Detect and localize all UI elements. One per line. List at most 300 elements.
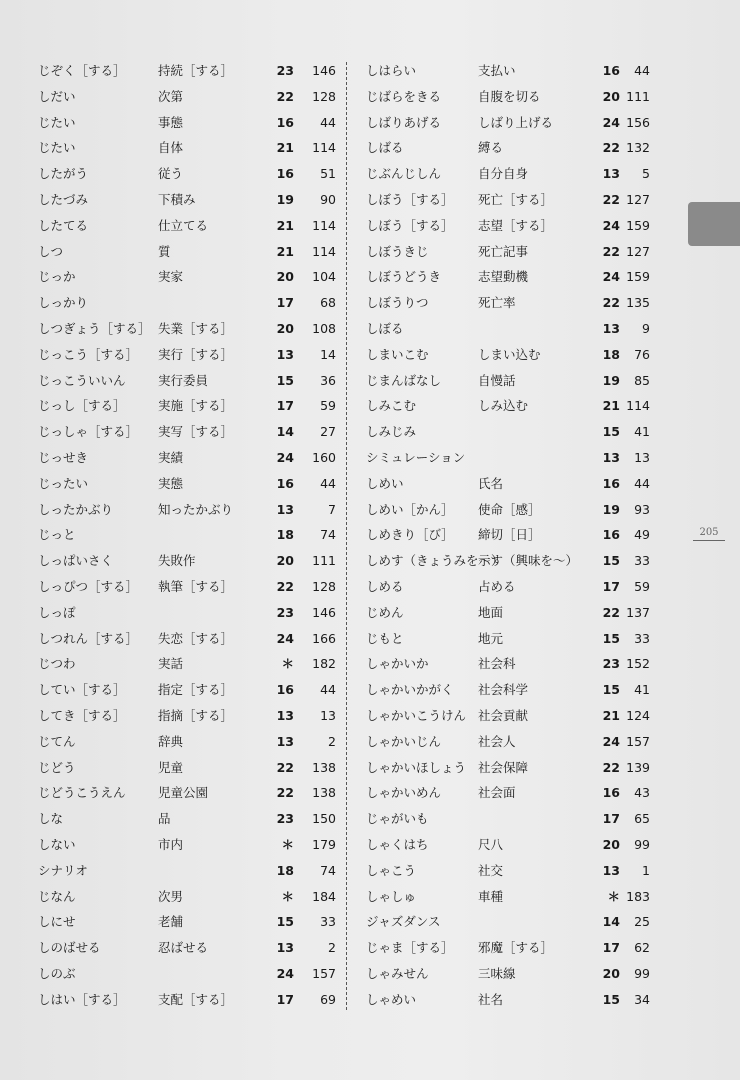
entry-kanji: 支配［する］ [158,991,234,1007]
entry-reading: じぞく［する］ [38,63,126,78]
entry-reading: してい［する］ [38,682,126,698]
index-column-right [366,58,651,1012]
entry-lesson-number: 16 [276,166,294,182]
entry-kanji: 失恋［する］ [158,630,234,646]
entry-lesson-number: 24 [602,217,620,233]
entry-kanji: 社名 [478,991,504,1007]
entry-lesson-number: 13 [276,733,294,749]
entry-kanji: 社会面 [478,785,516,801]
entry-lesson-number: 14 [276,424,294,440]
entry-lesson-number: 13 [602,449,620,465]
entry-reading: じなん [38,888,76,904]
index-entry [38,58,338,84]
entry-kanji: 実話 [158,656,184,672]
entry-kanji: 車種 [478,888,504,904]
entry-reading: しみこむ [366,398,417,414]
entry-reading: じゃがいも [366,811,429,827]
entry-lesson-number: 22 [276,785,294,801]
entry-kanji: しばり上げる [478,114,554,130]
entry-reading: ジャズダンス [366,914,441,930]
entry-kanji: 三味線 [478,965,516,981]
entry-page-number: 124 [626,707,650,723]
entry-reading: じもと [366,630,404,646]
entry-page-number: 159 [626,269,650,285]
index-entry [366,393,651,419]
entry-page-number: 111 [312,553,336,569]
entry-page-number: 25 [634,914,650,930]
index-entry [38,858,338,884]
entry-page-number: 152 [626,656,650,672]
entry-page-number: 99 [634,836,650,852]
index-entry [38,84,338,110]
entry-page-number: 127 [626,191,650,207]
entry-page-number: 13 [320,707,336,723]
entry-kanji: 支払い [478,63,516,78]
entry-page-number: 160 [312,449,336,465]
entry-lesson-number: 21 [276,217,294,233]
index-entry [38,110,338,136]
column-divider [346,62,347,1010]
entry-lesson-number: 20 [602,88,620,104]
entry-lesson-number: 21 [276,243,294,259]
entry-reading: しゃこう [366,862,417,878]
entry-reading: じっこういいん [38,372,126,388]
index-entry [38,548,338,574]
entry-reading: しったかぶり [38,501,114,517]
entry-reading: しつ [38,243,64,259]
entry-reading: しぼうきじ [366,243,429,259]
entry-reading: しばる [366,140,404,156]
entry-reading: しつぎょう［する］ [38,320,151,336]
entry-reading: じぶんじしん [366,166,442,182]
entry-reading: じどうこうえん [38,785,126,801]
entry-lesson-number: ＊ [281,656,294,672]
index-entry [38,703,338,729]
entry-reading: じつわ [38,656,76,672]
entry-lesson-number: 19 [602,501,620,517]
entry-reading: じゃま［する］ [366,940,454,956]
entry-reading: しだい [38,88,76,104]
entry-kanji: 事態 [158,114,184,130]
entry-page-number: 76 [634,346,650,362]
entry-kanji: しまい込む [478,346,541,362]
entry-kanji: 実写［する］ [158,424,234,440]
index-entry [366,729,651,755]
index-entry [366,84,651,110]
entry-lesson-number: 24 [602,114,620,130]
entry-reading: しゃみせん [366,965,429,981]
index-entry [366,806,651,832]
entry-kanji: 実家 [158,269,184,285]
entry-lesson-number: 16 [602,785,620,801]
entry-page-number: 2 [328,733,336,749]
entry-reading: しゃかいこうけん [366,707,467,723]
entry-page-number: 33 [634,553,650,569]
entry-lesson-number: 21 [602,398,620,414]
entry-lesson-number: 16 [276,682,294,698]
entry-lesson-number: 13 [602,320,620,336]
entry-reading: しぼうりつ [366,295,429,311]
entry-lesson-number: 16 [602,527,620,543]
entry-kanji: 社会科 [478,656,516,672]
entry-lesson-number: 22 [276,578,294,594]
index-entry [38,316,338,342]
entry-kanji: 自腹を切る [478,88,541,104]
entry-page-number: 68 [320,295,336,311]
entry-page-number: 5 [642,166,650,182]
entry-lesson-number: 22 [602,191,620,207]
index-entry [38,368,338,394]
entry-kanji: 社会科学 [478,682,529,698]
entry-kanji: 自体 [158,140,184,156]
entry-lesson-number: 22 [276,759,294,775]
entry-lesson-number: 13 [276,346,294,362]
entry-kanji: 尺八 [478,836,504,852]
entry-reading: しぼる [366,320,404,336]
entry-lesson-number: 15 [602,553,620,569]
entry-lesson-number: 20 [276,320,294,336]
entry-lesson-number: 24 [276,449,294,465]
entry-page-number: 138 [312,785,336,801]
entry-page-number: 146 [312,604,336,620]
entry-kanji: 執筆［する］ [158,578,234,594]
index-entry [38,626,338,652]
entry-reading: しぼう［する］ [366,217,454,233]
entry-reading: じたい [38,114,76,130]
entry-lesson-number: 22 [276,88,294,104]
index-entry [366,290,651,316]
entry-reading: じてん [38,733,76,749]
entry-reading: シナリオ [38,862,88,878]
index-entry [38,290,338,316]
entry-reading: しめる [366,578,404,594]
entry-reading: しゃかいめん [366,785,442,801]
entry-page-number: 114 [312,243,336,259]
entry-page-number: 156 [626,114,650,130]
index-entry [366,522,651,548]
entry-lesson-number: 20 [276,269,294,285]
entry-page-number: 90 [320,191,336,207]
index-entry [366,58,651,84]
index-entry [366,135,651,161]
entry-reading: しはい［する］ [38,991,126,1007]
entry-reading: しぼうどうき [366,269,442,285]
entry-page-number: 93 [634,501,650,517]
entry-lesson-number: 15 [276,914,294,930]
entry-reading: しにせ [38,914,76,930]
index-entry [38,909,338,935]
entry-page-number: 41 [634,424,650,440]
entry-lesson-number: 22 [602,243,620,259]
entry-reading: じっと [38,527,76,543]
index-entry [366,987,651,1013]
entry-page-number: 182 [312,656,336,672]
entry-reading: したづみ [38,191,89,207]
entry-lesson-number: 14 [602,914,620,930]
entry-lesson-number: 22 [602,604,620,620]
index-entry [38,264,338,290]
index-entry [366,161,651,187]
entry-lesson-number: 22 [602,295,620,311]
entry-page-number: 183 [626,888,650,904]
entry-lesson-number: 16 [602,475,620,491]
index-entry [38,832,338,858]
entry-reading: しめい [366,475,404,491]
index-entry [366,239,651,265]
entry-reading: じっこう［する］ [38,346,139,362]
entry-kanji: 次第 [158,88,184,104]
entry-kanji: 指摘［する］ [158,707,234,723]
entry-reading: しまいこむ [366,346,429,362]
entry-page-number: 146 [312,63,336,78]
index-entry [366,780,651,806]
entry-page-number: 44 [320,682,336,698]
index-entry [38,651,338,677]
index-entry [38,419,338,445]
index-entry [38,987,338,1013]
entry-kanji: 実績 [158,449,184,465]
index-entry [38,522,338,548]
entry-reading: しのぶ [38,965,76,981]
index-entry [38,961,338,987]
index-entry [366,264,651,290]
entry-lesson-number: 17 [276,991,294,1007]
entry-kanji: 社会保障 [478,759,529,775]
index-entry [38,342,338,368]
entry-page-number: 2 [328,940,336,956]
index-entry [366,316,651,342]
entry-page-number: 43 [634,785,650,801]
entry-lesson-number: 22 [602,140,620,156]
entry-lesson-number: 15 [276,372,294,388]
index-entry [38,806,338,832]
index-entry [366,884,651,910]
index-entry [366,213,651,239]
entry-page-number: 85 [634,372,650,388]
index-entry [38,161,338,187]
entry-kanji: 邪魔［する］ [478,940,554,956]
entry-page-number: 36 [320,372,336,388]
entry-kanji: 実態 [158,475,184,491]
entry-kanji: 死亡率 [478,295,516,311]
entry-kanji: 社会人 [478,733,516,749]
entry-reading: じっし［する］ [38,398,126,414]
index-entry [366,419,651,445]
index-entry [38,935,338,961]
entry-kanji: 占める [478,578,516,594]
index-entry [366,342,651,368]
index-entry [38,445,338,471]
index-entry [38,213,338,239]
entry-kanji: 品 [158,811,171,827]
entry-page-number: 157 [312,965,336,981]
entry-kanji: 次男 [158,888,184,904]
entry-page-number: 51 [320,166,336,182]
entry-lesson-number: 17 [602,940,620,956]
entry-lesson-number: 20 [602,836,620,852]
index-entry [38,677,338,703]
index-entry [366,471,651,497]
entry-reading: しっかり [38,295,89,311]
index-entry [38,600,338,626]
entry-page-number: 49 [634,527,650,543]
entry-page-number: 27 [320,424,336,440]
entry-page-number: 62 [634,940,650,956]
index-entry [38,239,338,265]
index-entry [366,677,651,703]
entry-kanji: 失業［する］ [158,320,234,336]
entry-lesson-number: 20 [602,965,620,981]
entry-kanji: 死亡記事 [478,243,529,259]
entry-lesson-number: 13 [602,166,620,182]
entry-lesson-number: 16 [602,63,620,78]
entry-lesson-number: 16 [276,114,294,130]
entry-reading: しゃめい [366,991,417,1007]
index-entry [38,755,338,781]
section-thumb-tab [688,202,740,246]
index-entry [38,135,338,161]
entry-reading: しっぽ [38,604,76,620]
entry-kanji: 知ったかぶり [158,501,234,517]
entry-kanji: 自慢話 [478,372,516,388]
entry-lesson-number: 17 [602,811,620,827]
index-entry [366,110,651,136]
entry-lesson-number: 21 [602,707,620,723]
index-entry [38,471,338,497]
index-entry [38,187,338,213]
index-entry [366,935,651,961]
entry-lesson-number: 13 [276,707,294,723]
entry-page-number: 59 [320,398,336,414]
entry-kanji: 実行委員 [158,372,209,388]
entry-lesson-number: 22 [602,759,620,775]
entry-kanji: しみ込む [478,398,529,414]
entry-page-number: 114 [626,398,650,414]
entry-reading: しゃかいほしょう [366,759,467,775]
entry-page-number: 128 [312,88,336,104]
entry-page-number: 127 [626,243,650,259]
entry-page-number: 132 [626,140,650,156]
entry-page-number: 65 [634,811,650,827]
entry-reading: してき［する］ [38,707,126,723]
index-entry [366,909,651,935]
entry-reading: シミュレーション [366,449,466,465]
entry-lesson-number: 13 [602,862,620,878]
entry-reading: しぼう［する］ [366,191,454,207]
entry-page-number: 128 [312,578,336,594]
index-entry [38,574,338,600]
entry-reading: しみじみ [366,424,417,440]
entry-reading: じたい [38,140,76,156]
entry-page-number: 41 [634,682,650,698]
entry-kanji: 実行［する］ [158,346,234,362]
entry-lesson-number: 23 [276,811,294,827]
entry-kanji: 失敗作 [158,553,196,569]
entry-lesson-number: 24 [602,733,620,749]
index-entry [366,574,651,600]
entry-kanji: 児童公園 [158,785,209,801]
entry-kanji: 自分自身 [478,166,529,182]
index-entry [366,961,651,987]
entry-kanji: 下積み [158,191,196,207]
index-entry [38,393,338,419]
entry-reading: しっぱいさく [38,553,114,569]
entry-lesson-number: 15 [602,424,620,440]
index-entry [366,368,651,394]
entry-page-number: 34 [634,991,650,1007]
entry-lesson-number: 16 [276,475,294,491]
entry-page-number: 150 [312,811,336,827]
entry-kanji: 死亡［する］ [478,191,554,207]
index-column-left [38,58,338,1012]
entry-lesson-number: 19 [276,191,294,207]
entry-lesson-number: 15 [602,991,620,1007]
entry-lesson-number: 17 [602,578,620,594]
entry-reading: じっしゃ［する］ [38,424,139,440]
entry-lesson-number: 18 [276,862,294,878]
index-entry [38,729,338,755]
index-entry [366,497,651,523]
entry-reading: しゃかいか [366,656,429,672]
entry-reading: しな [38,811,64,827]
entry-page-number: 44 [634,63,650,78]
entry-page-number: 184 [312,888,336,904]
entry-page-number: 179 [312,836,336,852]
entry-page-number: 44 [320,475,336,491]
entry-lesson-number: ＊ [281,836,294,852]
entry-lesson-number: ＊ [607,888,620,904]
entry-reading: じめん [366,604,404,620]
entry-reading: しめい［かん］ [366,501,454,517]
entry-reading: しのばせる [38,940,101,956]
entry-page-number: 13 [634,449,650,465]
entry-lesson-number: 17 [276,295,294,311]
entry-lesson-number: 18 [276,527,294,543]
entry-kanji: 辞典 [158,733,184,749]
entry-lesson-number: 15 [602,630,620,646]
entry-lesson-number: ＊ [281,888,294,904]
entry-lesson-number: 13 [276,501,294,517]
entry-kanji: 児童 [158,759,184,775]
entry-lesson-number: 23 [276,604,294,620]
entry-lesson-number: 23 [276,63,294,78]
index-entry [38,497,338,523]
entry-kanji: 老舗 [158,914,184,930]
entry-lesson-number: 24 [276,630,294,646]
entry-lesson-number: 17 [276,398,294,414]
entry-reading: したてる [38,217,89,233]
entry-lesson-number: 24 [276,965,294,981]
entry-page-number: 74 [320,527,336,543]
entry-page-number: 74 [320,862,336,878]
entry-reading: しばりあげる [366,114,442,130]
entry-kanji: 地面 [478,604,504,620]
index-entry [366,187,651,213]
entry-kanji: 忍ばせる [158,940,209,956]
entry-page-number: 69 [320,991,336,1007]
entry-kanji: 示す（興味を〜） [478,553,579,569]
entry-reading: しゃかいじん [366,733,442,749]
entry-reading: じばらをきる [366,88,442,104]
entry-kanji: 持続［する］ [158,63,234,78]
entry-kanji: 従う [158,166,184,182]
index-entry [366,548,651,574]
entry-kanji: 社交 [478,862,504,878]
entry-reading: しつれん［する］ [38,630,139,646]
entry-page-number: 59 [634,578,650,594]
entry-lesson-number: 18 [602,346,620,362]
entry-reading: じっせき [38,449,89,465]
